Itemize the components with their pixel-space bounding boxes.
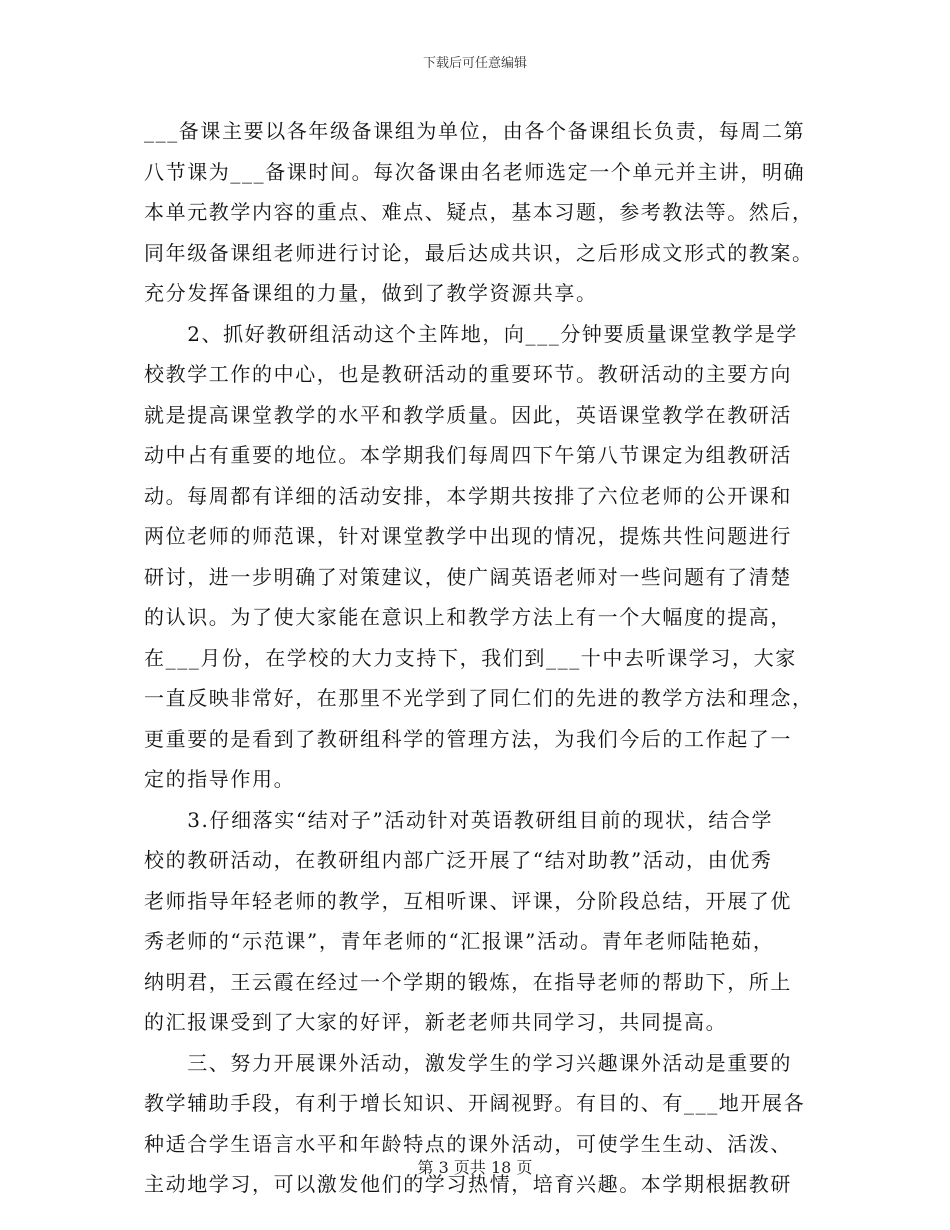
text-line: ___备课主要以各年级备课组为单位，由各个备课组长负责，每周二第 xyxy=(144,119,806,143)
text-line: 研讨，进一步明确了对策建议，使广阔英语老师对一些问题有了清楚 xyxy=(144,564,792,589)
page-number: 第 3 页共 18 页 xyxy=(417,1158,533,1177)
text-line: 秀老师的“示范课”，青年老师的“汇报课”活动。青年老师陆艳茹， xyxy=(144,929,775,953)
text-line: 的汇报课受到了大家的好评，新老老师共同学习，共同提高。 xyxy=(144,1010,728,1034)
text-line: 2、抓好教研组活动这个主阵地，向___分钟要质量课堂教学是学 xyxy=(144,321,798,346)
text-line: 老师指导年轻老师的教学，互相听课、评课，分阶段总结，开展了优 xyxy=(144,888,792,913)
text-line: 教学辅助手段，有利于增长知识、开阔视野。有目的、有___地开展各 xyxy=(144,1091,806,1115)
text-line: 种适合学生语言水平和年龄特点的课外活动，可使学生生动、活泼、 xyxy=(144,1131,792,1156)
text-line: 充分发挥备课组的力量，做到了教学资源共享。 xyxy=(144,281,598,305)
text-line: 八节课为___备课时间。每次备课由名老师选定一个单元并主讲，明确 xyxy=(144,159,806,184)
text-line: 三、努力开展课外活动，激发学生的学习兴趣课外活动是重要的 xyxy=(144,1050,792,1075)
text-line: 主动地学习，可以激发他们的学习热情，培育兴趣。本学期根据教研 xyxy=(144,1172,792,1196)
text-line: 纳明君，王云霞在经过一个学期的锻炼，在指导老师的帮助下，所上 xyxy=(144,969,792,994)
text-line: 动。每周都有详细的活动安排，本学期共按排了六位老师的公开课和 xyxy=(144,483,792,508)
text-line: 的认识。为了使大家能在意识上和教学方法上有一个大幅度的提高， xyxy=(144,605,792,629)
page-header: 下载后可任意编辑 xyxy=(422,56,527,71)
text-line: 定的指导作用。 xyxy=(144,767,296,791)
text-line: 就是提高课堂教学的水平和教学质量。因此，英语课堂教学在教研活 xyxy=(144,402,792,427)
text-line: 在___月份，在学校的大力支持下，我们到___十中去听课学习，大家 xyxy=(144,645,797,670)
text-line: 一直反映非常好，在那里不光学到了同仁们的先进的教学方法和理念， xyxy=(144,686,814,710)
text-line: 本单元教学内容的重点、难点、疑点，基本习题，参考教法等。然后， xyxy=(144,200,814,224)
text-line: 更重要的是看到了教研组科学的管理方法，为我们今后的工作起了一 xyxy=(144,726,792,751)
text-line: 动中占有重要的地位。本学期我们每周四下午第八节课定为组教研活 xyxy=(144,443,792,467)
text-line: 校教学工作的中心，也是教研活动的重要环节。教研活动的主要方向 xyxy=(144,362,792,386)
text-line: 两位老师的师范课，针对课堂教学中出现的情况，提炼共性问题进行 xyxy=(144,524,792,548)
document-body xyxy=(144,111,814,1205)
text-line: 同年级备课组老师进行讨论，最后达成共识，之后形成文形式的教案。 xyxy=(144,240,814,265)
text-line: 校的教研活动，在教研组内部广泛开展了“结对助教”活动，由优秀 xyxy=(144,848,773,872)
text-line: 3.仔细落实“结对子”活动针对英语教研组目前的现状，结合学 xyxy=(144,807,774,832)
